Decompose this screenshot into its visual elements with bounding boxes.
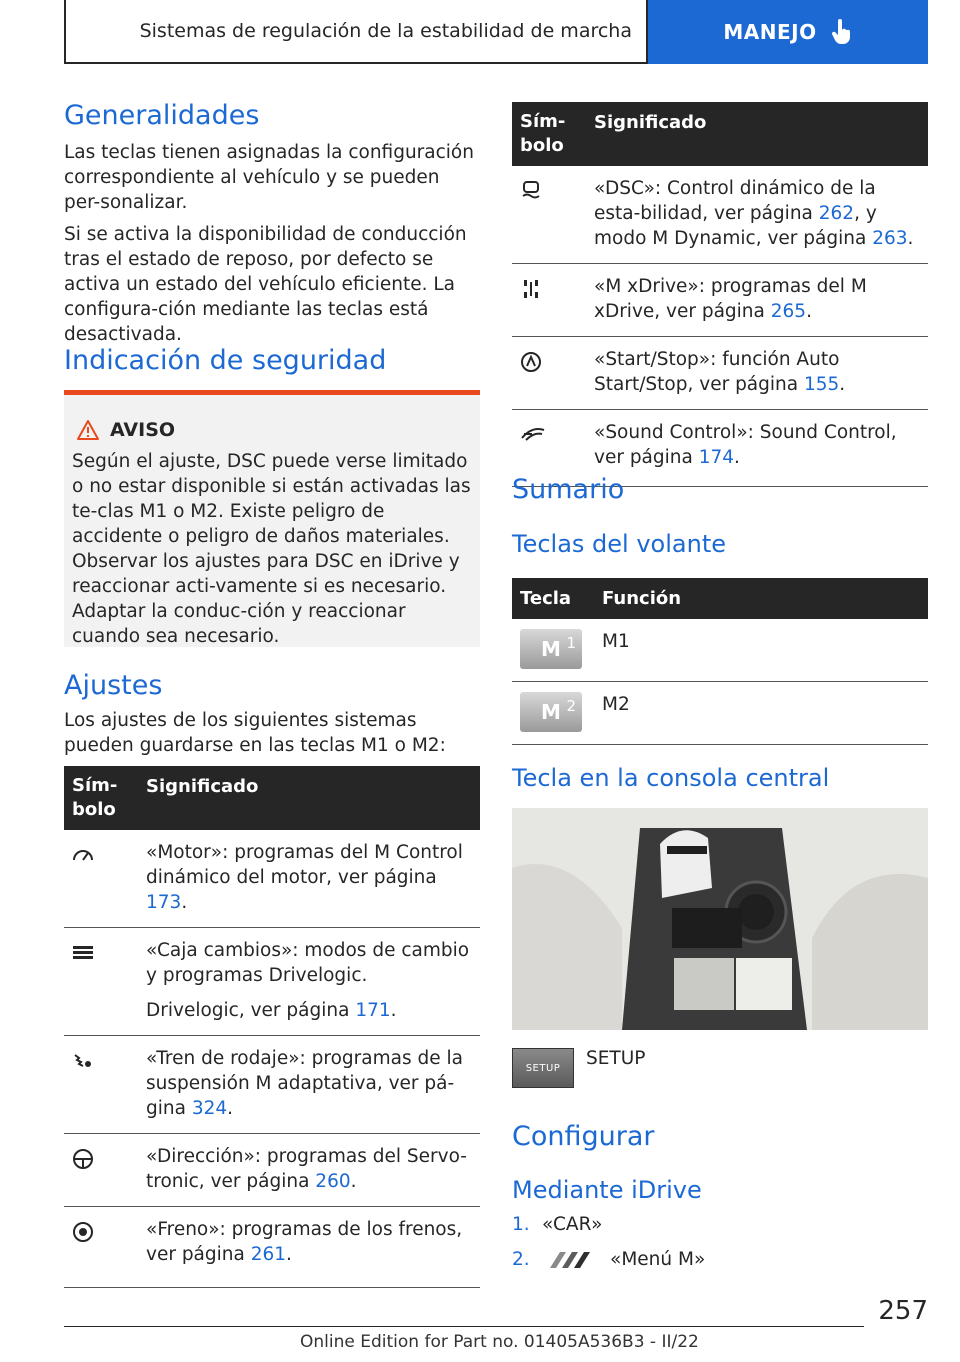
row-text: «Sound Control»: Sound Control, ver página	[594, 422, 897, 468]
sound-icon	[520, 424, 546, 442]
ajustes-p1: Los ajustes de los siguientes sistemas pueden guardarse en las teclas M1 o M2:	[64, 710, 446, 756]
m1-key[interactable]	[520, 629, 582, 669]
brake-icon	[72, 1221, 94, 1243]
generalidades-p2: Si se activa la disponibilidad de conducción tras el estado de reposo, por defecto se activa un estado del vehículo eficiente. La configura-ción mediante las teclas está desactivada.	[64, 224, 467, 345]
warning-triangle-icon	[76, 419, 100, 441]
edition-info: Online Edition for Part no. 01405A536B3 - II/22	[300, 1332, 699, 1352]
page-link[interactable]: 262	[818, 203, 855, 224]
table-row	[64, 928, 480, 1036]
page-link[interactable]: 261	[250, 1244, 287, 1265]
key-function: M2	[594, 682, 928, 745]
row-text: «Caja cambios»: modos de cambio y programas Drivelogic.	[146, 940, 470, 986]
table-row	[512, 264, 928, 337]
right-column	[512, 0, 928, 1270]
setup-label: SETUP	[586, 1048, 646, 1069]
dsc-icon	[520, 180, 542, 202]
setup-row	[512, 1048, 928, 1088]
table-row	[512, 337, 928, 410]
row-text-end: .	[181, 892, 188, 913]
motor-icon	[72, 848, 94, 862]
section-label: MANEJO	[723, 20, 817, 44]
row-text-end: .	[806, 301, 812, 322]
steps-list	[512, 1212, 928, 1282]
page-link[interactable]: 265	[770, 301, 807, 322]
heading-configurar: Configurar	[512, 1121, 655, 1152]
list-item	[512, 1247, 928, 1272]
warning-label: AVISO	[110, 419, 176, 441]
heading-consola-central: Tecla en la consola central	[512, 764, 830, 792]
heading-idrive: Mediante iDrive	[512, 1176, 702, 1204]
heading-teclas-volante: Teclas del volante	[512, 530, 726, 558]
step-text[interactable]: «Menú M»	[610, 1249, 706, 1270]
row-text: «Dirección»: programas del Servo-tronic, ver página	[146, 1146, 467, 1192]
heading-sumario: Sumario	[512, 474, 625, 505]
col-significado: Significado	[586, 102, 928, 166]
col-simbolo: Sím-bolo	[64, 766, 138, 830]
table-row	[64, 1036, 480, 1134]
key-number: 1	[566, 634, 576, 652]
row-text: «Motor»: programas del M Control dinámico del motor, ver página	[146, 842, 463, 888]
footer-divider	[64, 1326, 864, 1327]
page-link[interactable]: 260	[315, 1171, 351, 1192]
list-item	[512, 1212, 928, 1237]
m-stripes-icon	[542, 1251, 598, 1269]
setup-key[interactable]: SETUP	[512, 1048, 574, 1088]
table-row	[64, 1134, 480, 1207]
warning-box	[64, 390, 480, 647]
page-link[interactable]: 173	[146, 892, 182, 913]
console-illustration	[512, 808, 928, 1030]
page-link[interactable]: 155	[803, 374, 840, 395]
page-link[interactable]: 174	[698, 447, 735, 468]
row-text-end: .	[286, 1244, 292, 1265]
row-text-end: .	[227, 1098, 234, 1119]
step-number: 2.	[512, 1249, 530, 1270]
row-text-end: .	[907, 228, 914, 249]
table-row	[512, 619, 928, 682]
chapter-title: Sistemas de regulación de la estabilidad de marcha	[64, 0, 648, 64]
center-console-photo	[512, 808, 928, 1030]
keys-table-wrap	[512, 578, 928, 745]
generalidades-p1: Las teclas tienen asignadas la configuración correspondiente al vehículo y se pueden per-sonalizar.	[64, 142, 474, 213]
ajustes-table-wrap	[64, 766, 480, 1288]
key-function: M1	[594, 619, 928, 682]
col-significado: Significado	[138, 766, 480, 830]
table-row	[512, 682, 928, 745]
row-text-end: .	[734, 447, 740, 468]
key-label: M	[541, 636, 561, 661]
suspension-icon	[72, 1052, 94, 1068]
keys-table	[512, 578, 928, 745]
row-text: «Freno»: programas de los frenos, ver página	[146, 1219, 463, 1265]
row-text: «Start/Stop»: función Auto Start/Stop, ver página	[594, 349, 840, 395]
xdrive-icon	[520, 278, 542, 300]
start-stop-icon	[520, 351, 542, 373]
symbols-table	[512, 102, 928, 487]
gearbox-icon	[72, 944, 94, 960]
key-number: 2	[566, 697, 576, 715]
row-text-end: .	[350, 1171, 357, 1192]
row-text: «Tren de rodaje»: programas de la suspensión M adaptativa, ver pá-gina	[146, 1048, 463, 1119]
symbols-table-wrap	[512, 102, 928, 487]
warning-header	[72, 419, 472, 441]
table-row	[64, 1207, 480, 1288]
key-label: M	[541, 699, 561, 724]
step-text[interactable]: «CAR»	[542, 1214, 603, 1235]
page-number: 257	[878, 1296, 928, 1326]
heading-ajustes: Ajustes	[64, 670, 163, 701]
row-text: «DSC»: Control dinámico de la esta-bilidad, ver página	[594, 178, 876, 224]
row-subtext: Drivelogic, ver página	[146, 1000, 356, 1021]
step-number: 1.	[512, 1214, 530, 1235]
warning-text: Según el ajuste, DSC puede verse limitado o no estar disponible si están activadas las te-clas M1 o M2. Existe peligro de accidente o peligro de daños materiales. Observar los ajustes para DSC en iDrive y reaccionar acti-vamente si es necesario. Adaptar la conduc-ción y reaccionar cuando sea necesario.	[72, 451, 471, 647]
page-link[interactable]: 324	[191, 1098, 228, 1119]
col-funcion: Función	[594, 578, 928, 619]
heading-generalidades: Generalidades	[64, 100, 260, 131]
page-link[interactable]: 171	[355, 1000, 391, 1021]
heading-seguridad: Indicación de seguridad	[64, 345, 387, 376]
row-text: «M xDrive»: programas del M xDrive, ver página	[594, 276, 867, 322]
row-text-end: .	[390, 1000, 397, 1021]
page-link[interactable]: 263	[872, 228, 908, 249]
row-text-end: .	[839, 374, 846, 395]
col-tecla: Tecla	[512, 578, 594, 619]
ajustes-table	[64, 766, 480, 1288]
steering-icon	[72, 1148, 94, 1170]
table-row	[512, 166, 928, 264]
row-text-mid: , y modo M Dynamic, ver página	[594, 203, 877, 249]
table-row	[64, 830, 480, 928]
col-simbolo: Sím-bolo	[512, 102, 586, 166]
m2-key[interactable]	[520, 692, 582, 732]
